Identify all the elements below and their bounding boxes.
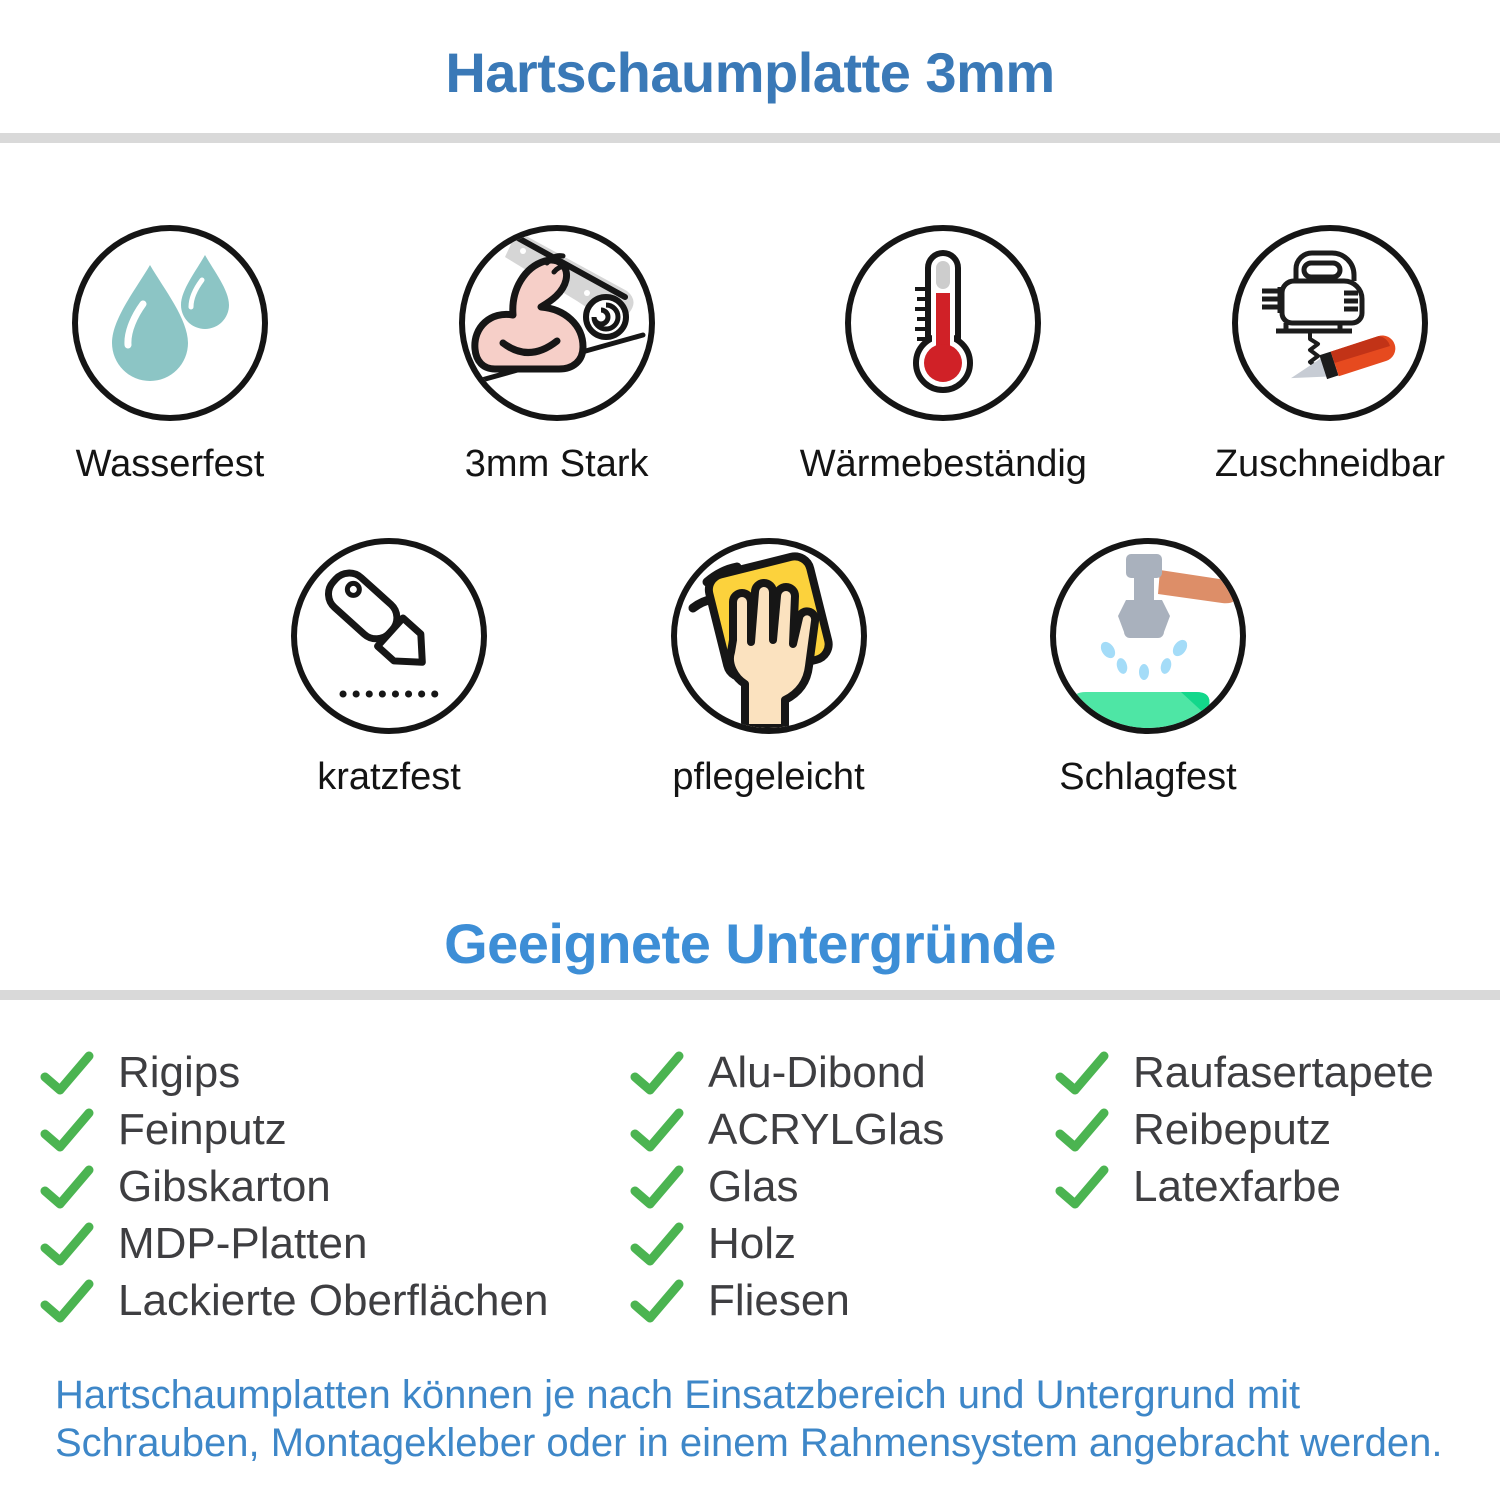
check-icon [630, 1165, 684, 1209]
icon-circle [291, 538, 487, 734]
substrates-column-2 [630, 1044, 1055, 1329]
list-item [40, 1215, 630, 1272]
feature-label: Zuschneidbar [1214, 443, 1446, 485]
features-section [0, 225, 1500, 799]
list-item [630, 1044, 1055, 1101]
substrates-column-3 [1055, 1044, 1500, 1329]
features-row-2 [0, 538, 1500, 799]
hammer-impact-icon [1056, 544, 1240, 728]
feature-label: Wärmebeständig [799, 443, 1087, 485]
item-label: Gibskarton [118, 1161, 331, 1211]
list-item [630, 1158, 1055, 1215]
feature-label: Schlagfest [1059, 756, 1237, 798]
item-label: Raufasertapete [1133, 1047, 1434, 1097]
muscle-arm-icon [465, 231, 649, 415]
check-icon [40, 1279, 94, 1323]
divider-middle [0, 990, 1500, 1000]
list-item [630, 1101, 1055, 1158]
check-icon [630, 1222, 684, 1266]
divider-top [0, 133, 1500, 143]
page-title: Hartschaumplatte 3mm [445, 41, 1055, 104]
icon-circle [671, 538, 867, 734]
feature-schlagfest [988, 538, 1308, 799]
footer-note [0, 1371, 1500, 1467]
feature-label: kratzfest [317, 756, 461, 798]
item-label: Lackierte Oberflächen [118, 1275, 549, 1325]
check-icon [1055, 1108, 1109, 1152]
check-icon [1055, 1051, 1109, 1095]
section-title: Geeignete Untergründe [444, 912, 1056, 975]
icon-circle [1232, 225, 1428, 421]
list-item [40, 1101, 630, 1158]
list-item [630, 1272, 1055, 1329]
feature-label: 3mm Stark [464, 443, 649, 485]
jigsaw-cutter-icon [1238, 231, 1422, 415]
list-item [40, 1158, 630, 1215]
cleaning-hand-icon [677, 544, 861, 728]
icon-circle [1050, 538, 1246, 734]
substrates-columns [0, 1044, 1500, 1329]
check-icon [630, 1279, 684, 1323]
check-icon [40, 1108, 94, 1152]
list-item [630, 1215, 1055, 1272]
list-item [1055, 1044, 1500, 1101]
check-icon [40, 1051, 94, 1095]
footer [0, 1371, 1500, 1467]
substrates-section [0, 911, 1500, 1329]
item-label: Alu-Dibond [708, 1047, 926, 1097]
feature-label: pflegeleicht [672, 756, 865, 798]
feature-3mm-stark [397, 225, 717, 486]
check-icon [40, 1165, 94, 1209]
list-item [40, 1044, 630, 1101]
check-icon [630, 1051, 684, 1095]
item-label: Reibeputz [1133, 1104, 1332, 1154]
icon-circle [459, 225, 655, 421]
substrates-column-1 [40, 1044, 630, 1329]
list-item [1055, 1158, 1500, 1215]
item-label: Holz [708, 1218, 797, 1268]
item-label: Rigips [118, 1047, 241, 1097]
item-label: MDP-Platten [118, 1218, 368, 1268]
item-label: Latexfarbe [1133, 1161, 1341, 1211]
header [0, 0, 1500, 143]
item-label: Glas [708, 1161, 799, 1211]
feature-pflegeleicht [609, 538, 929, 799]
check-icon [630, 1108, 684, 1152]
feature-zuschneidbar [1170, 225, 1490, 486]
item-label: ACRYLGlas [708, 1104, 945, 1154]
footer-line-1: Hartschaumplatten können je nach Einsatzbereich und Untergrund mit [55, 1373, 1301, 1417]
list-item [1055, 1101, 1500, 1158]
icon-circle [845, 225, 1041, 421]
feature-waermebestaendig [783, 225, 1103, 486]
icon-circle [72, 225, 268, 421]
thermometer-icon [851, 231, 1035, 415]
check-icon [1055, 1165, 1109, 1209]
features-row-1 [0, 225, 1500, 486]
list-item [40, 1272, 630, 1329]
feature-label: Wasserfest [75, 443, 265, 485]
feature-kratzfest [229, 538, 549, 799]
item-label: Fliesen [708, 1275, 850, 1325]
item-label: Feinputz [118, 1104, 287, 1154]
water-drops-icon [78, 231, 262, 415]
utility-knife-icon [297, 544, 481, 728]
footer-line-2: Schrauben, Montagekleber oder in einem Rahmensystem angebracht werden. [55, 1421, 1443, 1465]
feature-wasserfest [10, 225, 330, 486]
check-icon [40, 1222, 94, 1266]
